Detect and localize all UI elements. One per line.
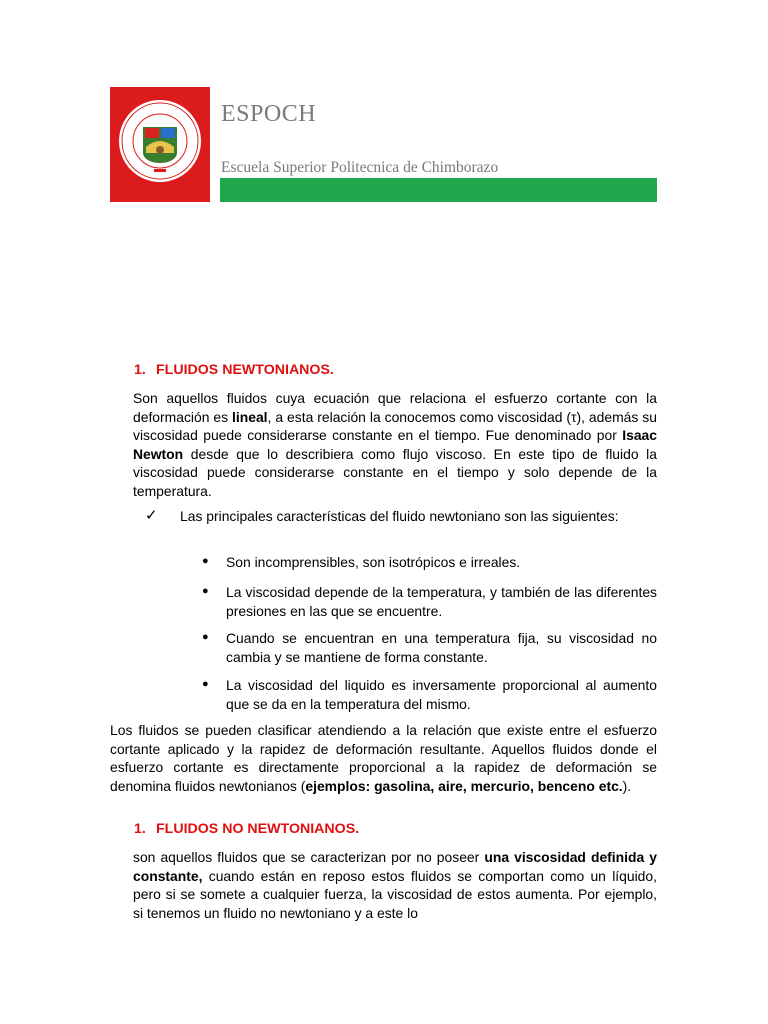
heading-title: FLUIDOS NO NEWTONIANOS. xyxy=(156,821,360,837)
bold-text: lineal xyxy=(232,408,268,425)
logo-block xyxy=(110,87,210,202)
section-heading-no-newtonianos xyxy=(134,821,658,837)
heading-number: 1. xyxy=(134,362,146,378)
brand-name: ESPOCH xyxy=(221,101,317,127)
bold-text: Isaac Newton xyxy=(133,427,657,462)
text-run: son aquellos fluidos que se caracterizan por no poseer xyxy=(133,849,485,865)
bullet-item: La viscosidad del liquido es inversamente proporcional al aumento que se da en la temperatura del mismo. xyxy=(226,677,657,712)
heading-title: FLUIDOS NEWTONIANOS. xyxy=(156,362,334,378)
bullet-icon: ● xyxy=(202,631,209,643)
heading-number: 1. xyxy=(134,821,146,837)
paragraph-intro-newtonianos xyxy=(133,389,657,500)
paragraph-intro-no-newtonianos xyxy=(133,848,657,922)
text-run: Son aquellos fluidos cuya ecuación que relaciona el esfuerzo cortante con la deformación es xyxy=(133,390,657,425)
espoch-seal-icon xyxy=(110,87,210,202)
brand-subtitle: Escuela Superior Politecnica de Chimborazo xyxy=(221,159,499,176)
text-run: , a esta relación la conocemos como viscosidad (τ), además su viscosidad puede considerarse constante en el tiempo. Fue denominado por xyxy=(133,408,657,443)
bullet-icon: ● xyxy=(202,555,209,567)
text-run: ). xyxy=(622,777,632,794)
section-heading-newtonianos xyxy=(134,362,658,378)
bullet-icon: ● xyxy=(202,678,209,690)
header-green-bar xyxy=(220,178,657,202)
text-run: desde que lo describiera como flujo viscoso. En este tipo de fluido la viscosidad puede considerarse constante en el tiempo y solo depende de la temperatura. xyxy=(133,445,657,499)
bullet-item: Cuando se encuentran en una temperatura fija, su viscosidad no cambia y se mantiene de forma constante. xyxy=(226,630,657,665)
bullet-item: Son incomprensibles, son isotrópicos e irreales. xyxy=(226,554,521,570)
text-run: cuando están en reposo estos fluidos se comportan como un líquido, pero si se somete a cualquier fuerza, la viscosidad de estos aumenta. Por ejemplo, si tenemos un fluido no newtoniano y a este lo xyxy=(133,867,657,921)
document-header xyxy=(110,87,657,202)
bold-text: una viscosidad definida y constante, xyxy=(133,849,657,884)
text-run: Los fluidos se pueden clasificar atendiendo a la relación que existe entre el esfuerzo cortante aplicado y la rapidez de deformación resultante. Aquellos fluidos donde el esfuerzo cortante es directamente proporcional a la rapidez de deformación se denomina fluidos newtonianos ( xyxy=(110,722,657,794)
bold-text: ejemplos: gasolina, aire, mercurio, benceno etc. xyxy=(305,777,623,794)
check-list-item: Las principales características del fluido newtoniano son las siguientes: xyxy=(180,508,619,524)
paragraph-classification xyxy=(110,721,657,795)
checkmark-icon: ✓ xyxy=(145,507,158,524)
bullet-item: La viscosidad depende de la temperatura, y también de las diferentes presiones en las que se encuentre. xyxy=(226,584,657,619)
bullet-icon: ● xyxy=(202,585,209,597)
